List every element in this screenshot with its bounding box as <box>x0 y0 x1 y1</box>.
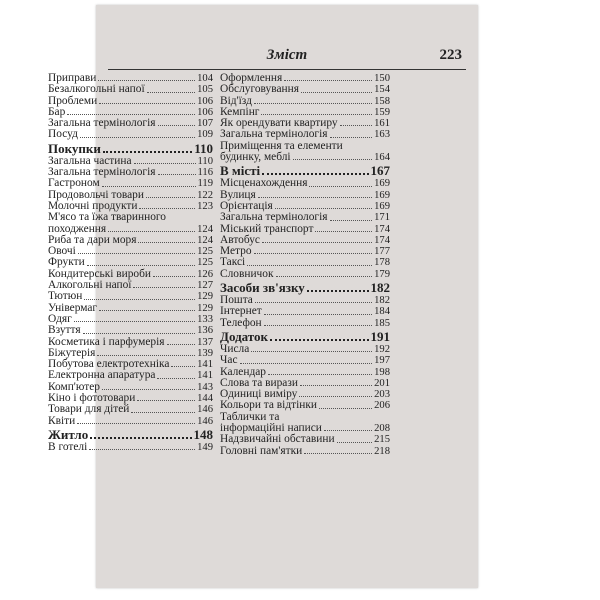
dot-leader <box>90 437 191 439</box>
toc-entry-label: Молочні продукти <box>48 199 138 212</box>
toc-section-label: Додаток <box>220 328 269 344</box>
toc-entry-page: 185 <box>374 317 390 329</box>
toc-entry-page: 144 <box>197 393 213 405</box>
toc-entry <box>220 84 390 95</box>
toc-entry <box>48 178 213 189</box>
toc-entry-label: М'ясо та їжа тваринного <box>48 211 166 224</box>
toc-entry <box>220 355 390 366</box>
toc-entry-page: 192 <box>374 343 390 355</box>
toc-entry-label: Телефон <box>220 316 262 329</box>
toc-section-label: В місті <box>220 163 261 179</box>
dot-leader <box>84 299 195 300</box>
toc-entry-label: Обслуговування <box>220 83 299 96</box>
toc-entry-label: Квіти <box>48 414 76 427</box>
toc-entry-page: 109 <box>197 129 213 141</box>
dot-leader <box>255 302 372 303</box>
toc-entry-page: 133 <box>197 313 213 325</box>
toc-entry <box>220 178 390 189</box>
toc-entry <box>48 212 213 235</box>
dot-leader <box>102 186 196 187</box>
toc-section-page: 110 <box>194 140 213 156</box>
dot-leader <box>330 220 373 221</box>
dot-leader <box>134 163 196 164</box>
toc-entry-label: Приміщення та елементи <box>220 139 343 152</box>
toc-entry-page: 143 <box>197 381 213 393</box>
toc-entry-label: Кондитерські вироби <box>48 267 151 280</box>
toc-left-column <box>48 73 213 453</box>
toc-entry <box>48 442 213 453</box>
toc-entry-page: 150 <box>374 73 390 84</box>
toc-entry-page: 107 <box>197 118 213 130</box>
dot-leader <box>133 287 195 288</box>
toc-entry <box>220 434 390 445</box>
toc-entry-label: Оформлення <box>220 72 283 84</box>
toc-entry-page: 139 <box>197 347 213 359</box>
page-number: 223 <box>439 47 462 63</box>
toc-entry <box>48 129 213 140</box>
toc-entry-label: Проблеми <box>48 94 98 107</box>
toc-section-page: 191 <box>370 328 390 344</box>
dot-leader <box>138 242 195 243</box>
dot-leader <box>261 114 372 115</box>
toc-entry-page: 146 <box>197 404 213 416</box>
toc-entry-page: 164 <box>374 152 390 164</box>
toc-entry-label: Загальна термінологія <box>220 211 328 224</box>
toc-entry <box>48 325 213 336</box>
toc-entry-label: Електронна апаратура <box>48 369 156 382</box>
toc-entry-page: 129 <box>197 291 213 303</box>
toc-entry-label: Як орендувати квартиру <box>220 117 338 130</box>
toc-entry-page: 215 <box>374 434 390 446</box>
toc-section-label: Засоби зв'язку <box>220 280 305 296</box>
dot-leader <box>270 339 368 341</box>
toc-section-page: 148 <box>193 426 213 442</box>
toc-entry <box>220 412 390 435</box>
dot-leader <box>74 321 195 322</box>
dot-leader <box>315 231 372 232</box>
toc-entry-label: Одяг <box>48 312 72 325</box>
toc-entry-page: 110 <box>197 155 213 167</box>
toc-entry <box>48 96 213 107</box>
toc-entry-label: Вулиця <box>220 188 256 201</box>
toc-entry-label: Косметика і парфумерія <box>48 335 165 348</box>
toc-section-page: 167 <box>370 163 390 179</box>
toc-entry-label: Тютюн <box>48 290 83 303</box>
toc-entry <box>220 246 390 257</box>
toc-entry-label: Словничок <box>220 267 274 280</box>
toc-entry-label: Фрукти <box>48 256 85 269</box>
dot-leader <box>264 325 372 326</box>
toc-entry <box>48 84 213 95</box>
dot-leader <box>254 103 372 104</box>
dot-leader <box>158 125 196 126</box>
toc-entry <box>220 212 390 223</box>
toc-entry <box>48 404 213 415</box>
dot-leader <box>330 137 373 138</box>
toc-entry-page: 171 <box>374 212 390 224</box>
dot-leader <box>254 253 373 254</box>
dot-leader <box>262 173 368 175</box>
toc-entry-label: В готелі <box>48 440 88 453</box>
toc-section-heading <box>220 163 390 178</box>
toc-entry-label: Загальна термінологія <box>220 128 328 141</box>
toc-entry-label: Автобус <box>220 233 260 246</box>
dot-leader <box>319 408 372 409</box>
toc-entry-label: Час <box>220 354 238 367</box>
toc-entry-label: Комп'ютер <box>48 380 100 393</box>
dot-leader <box>276 276 373 277</box>
toc-entry-page: 161 <box>374 118 390 130</box>
toc-entry-page: 177 <box>374 246 390 258</box>
toc-entry-label: Надзвичайні обставини <box>220 433 335 446</box>
dot-leader <box>251 351 372 352</box>
toc-entry-label: Числа <box>220 342 250 355</box>
toc-entry-label: Загальна термінологія <box>48 166 156 179</box>
dot-leader <box>97 355 195 356</box>
toc-entry-page: 169 <box>374 200 390 212</box>
toc-entry-label: Міський транспорт <box>220 222 314 235</box>
toc-entry <box>220 344 390 355</box>
dot-leader <box>167 344 196 345</box>
toc-entry-page: 179 <box>374 268 390 280</box>
toc-entry <box>48 303 213 314</box>
dot-leader <box>89 449 195 450</box>
toc-entry-label: Кіно і фототовари <box>48 392 136 405</box>
toc-entry-label: Взуття <box>48 324 81 337</box>
dot-leader <box>77 423 195 424</box>
dot-leader <box>299 396 372 397</box>
dot-leader <box>304 453 372 454</box>
toc-entry-page: 116 <box>197 167 213 179</box>
toc-entry-label: Орієнтація <box>220 199 273 212</box>
dot-leader <box>146 197 195 198</box>
toc-entry-label: Місценахождення <box>220 177 308 190</box>
toc-entry-label: Посуд <box>48 128 78 141</box>
toc-entry-page: 106 <box>197 106 213 118</box>
toc-entry-label: Головні пам'ятки <box>220 444 303 457</box>
toc-entry-line <box>48 212 213 223</box>
dot-leader <box>157 378 195 379</box>
dot-leader <box>147 92 196 93</box>
toc-entry-page: 125 <box>197 257 213 269</box>
toc-entry-page: 208 <box>374 423 390 435</box>
toc-entry-page: 119 <box>197 178 213 190</box>
dot-leader <box>340 125 373 126</box>
toc-entry-page: 174 <box>374 223 390 235</box>
dot-leader <box>309 186 372 187</box>
dot-leader <box>171 366 195 367</box>
dot-leader <box>264 314 372 315</box>
toc-entry-label: Універмаг <box>48 301 98 314</box>
toc-entry-page: 122 <box>197 189 213 201</box>
toc-section-heading <box>48 141 213 156</box>
dot-leader <box>99 103 195 104</box>
toc-entry-label: Таблички та <box>220 410 280 423</box>
toc-entry-page: 105 <box>197 84 213 96</box>
toc-entry-label: Товари для дітей <box>48 403 130 416</box>
dot-leader <box>247 265 372 266</box>
dot-leader <box>83 333 196 334</box>
dot-leader <box>98 80 195 81</box>
toc-entry-label-cont: інформаційні написи <box>220 422 322 435</box>
toc-entry-label: Метро <box>220 245 252 258</box>
page-title: Зміст <box>266 47 308 63</box>
dot-leader <box>103 151 192 153</box>
dot-leader <box>337 442 373 443</box>
toc-entry-page: 123 <box>197 200 213 212</box>
dot-leader <box>268 374 372 375</box>
toc-entry-label: Риба та дари моря <box>48 233 137 246</box>
toc-entry-page: 206 <box>374 400 390 412</box>
dot-leader <box>87 265 195 266</box>
toc-entry <box>48 291 213 302</box>
toc-entry <box>220 318 390 329</box>
dot-leader <box>131 412 195 413</box>
toc-entry-page: 182 <box>374 295 390 307</box>
dot-leader <box>240 363 373 364</box>
toc-entry-page: 163 <box>374 129 390 141</box>
toc-entry <box>220 446 390 457</box>
toc-entry-label: Календар <box>220 365 266 378</box>
toc-entry-page: 198 <box>374 366 390 378</box>
toc-entry-page: 203 <box>374 389 390 401</box>
toc-entry-page: 159 <box>374 106 390 118</box>
dot-leader <box>307 290 369 292</box>
dot-leader <box>324 430 372 431</box>
toc-entry-label: Інтернет <box>220 305 262 318</box>
toc-entry-page: 184 <box>374 306 390 318</box>
dot-leader <box>102 389 195 390</box>
toc-entry-label-cont: походження <box>48 222 107 235</box>
toc-entry <box>220 306 390 317</box>
toc-entry-line <box>220 152 390 163</box>
toc-entry-page: 149 <box>197 441 213 453</box>
toc-entry <box>220 269 390 280</box>
toc-entry-page: 124 <box>197 223 213 235</box>
toc-entry-page: 158 <box>374 95 390 107</box>
toc-right-column <box>220 73 390 457</box>
toc-entry-label: Слова та вирази <box>220 376 298 389</box>
toc-section-heading <box>220 280 390 295</box>
toc-entry-page: 154 <box>374 84 390 96</box>
toc-entry-page: 146 <box>197 415 213 427</box>
dot-leader <box>284 80 372 81</box>
dot-leader <box>108 231 195 232</box>
toc-entry-label: Загальна термінологія <box>48 117 156 130</box>
toc-entry-label: Таксі <box>220 256 246 269</box>
toc-entry-label: Одиниці виміру <box>220 388 298 401</box>
toc-entry-page: 141 <box>197 359 213 371</box>
toc-section-page: 182 <box>370 280 390 296</box>
toc-entry-label: Від'їзд <box>220 94 252 107</box>
toc-entry-page: 137 <box>197 336 213 348</box>
toc-entry-page: 141 <box>197 370 213 382</box>
toc-entry-page: 106 <box>197 95 213 107</box>
dot-leader <box>137 400 195 401</box>
dot-leader <box>158 174 196 175</box>
toc-entry-page: 218 <box>374 445 390 457</box>
toc-section-heading <box>48 427 213 442</box>
toc-entry <box>48 416 213 427</box>
dot-leader <box>80 137 195 138</box>
header-rule <box>108 69 466 70</box>
page-header <box>108 47 466 69</box>
toc-entry-label: Загальна частина <box>48 154 132 167</box>
toc-entry-label: Біжутерія <box>48 346 96 359</box>
dot-leader <box>300 385 372 386</box>
toc-entry-page: 136 <box>197 325 213 337</box>
dot-leader <box>153 276 195 277</box>
toc-entry-label: Побутова електротехніка <box>48 358 170 371</box>
toc-entry-label: Пошта <box>220 294 253 307</box>
dot-leader <box>139 208 195 209</box>
toc-entry-label: Безалкогольні напої <box>48 83 145 96</box>
toc-entry-page: 127 <box>197 280 213 292</box>
toc-entry <box>220 141 390 164</box>
dot-leader <box>99 310 195 311</box>
toc-entry-page: 126 <box>197 268 213 280</box>
toc-entry-page: 104 <box>197 73 213 84</box>
toc-section-label: Житло <box>48 426 89 442</box>
dot-leader <box>258 197 372 198</box>
toc-entry-label: Кольори та відтінки <box>220 399 318 412</box>
toc-entry-page: 174 <box>374 234 390 246</box>
toc-entry-page: 169 <box>374 189 390 201</box>
toc-section-heading <box>220 329 390 344</box>
toc-entry-label: Продовольчі товари <box>48 188 144 201</box>
toc-entry-label: Бар <box>48 105 66 118</box>
toc-entry-label: Овочі <box>48 245 76 258</box>
toc-entry-label-cont: будинку, меблі <box>220 151 291 164</box>
toc-entry-page: 124 <box>197 234 213 246</box>
toc-entry-label: Кемпінг <box>220 105 260 118</box>
toc-entry-page: 178 <box>374 257 390 269</box>
dot-leader <box>262 242 372 243</box>
dot-leader <box>78 253 195 254</box>
dot-leader <box>301 92 372 93</box>
toc-entry-label: Гастроном <box>48 177 100 190</box>
toc-entry-page: 129 <box>197 302 213 314</box>
dot-leader <box>67 114 195 115</box>
toc-entry-page: 197 <box>374 355 390 367</box>
dot-leader <box>275 208 372 209</box>
toc-entry-page: 201 <box>374 377 390 389</box>
toc-entry-label: Приправи <box>48 72 97 84</box>
dot-leader <box>293 159 373 160</box>
toc-entry-page: 125 <box>197 246 213 258</box>
toc-section-label: Покупки <box>48 140 101 156</box>
toc-entry-label: Алкогольні напої <box>48 279 132 292</box>
toc-entry-page: 169 <box>374 178 390 190</box>
